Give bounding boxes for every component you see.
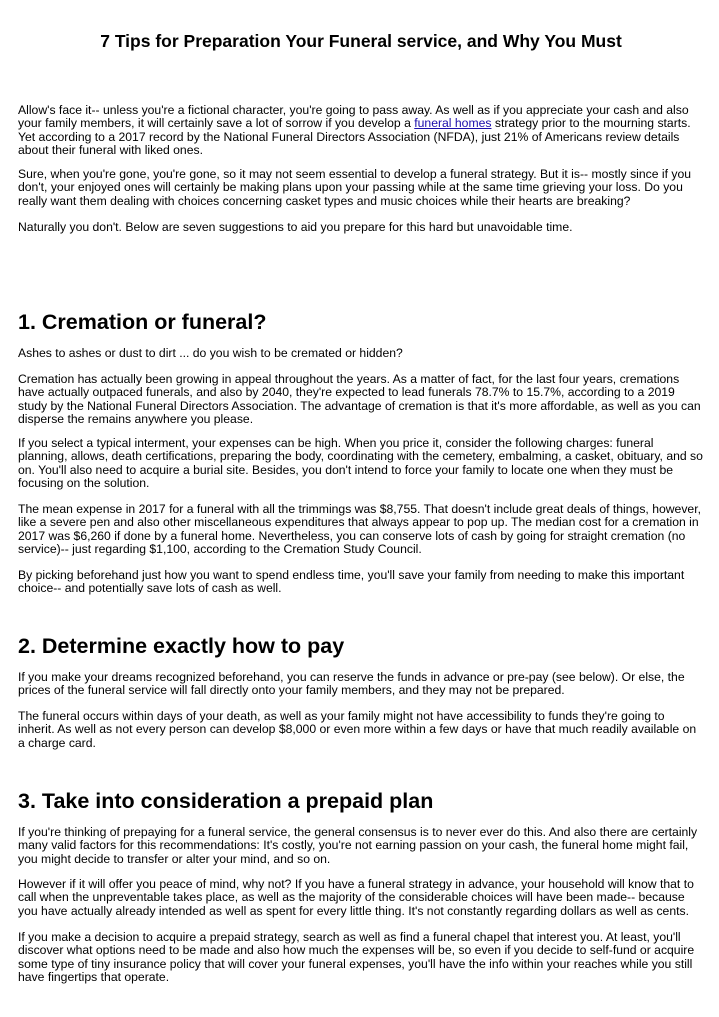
section-heading-3: 3. Take into consideration a prepaid plan [18,789,434,813]
section-1-paragraph: If you select a typical interment, your expenses can be high. When you price it, consider the following charges: funeral planning, allows, death certifications, preparing the body, coordinating with the cemetery, embalming, a casket, obituary, and so on. You'll also need to acquire a burial site. Besides, you don't intend to force your family to locate one when they must be focusing on the solution. [18,436,703,491]
intro-paragraph-1 [18,104,704,158]
section-3-paragraph: If you're thinking of prepaying for a funeral service, the general consensus is to never ever do this. And also there are certainly many valid factors for this recommendations: It's costly, you're not earning passion on your cash, the funeral home might fail, you might decide to transfer or alter your mind, and so on. [18,825,698,866]
funeral-homes-link[interactable]: funeral homes [414,116,492,131]
section-1-paragraph: Ashes to ashes or dust to dirt ... do you wish to be cremated or hidden? [18,346,403,360]
intro-text-before-link: Allow's face it-- unless you're a fictional character, you're going to pass away. As well as if you appreciate your cash and also your family members, it will certainly save a lot of sorrow if you develop a [18,103,689,131]
intro-paragraph-2: Sure, when you're gone, you're gone, so it may not seem essential to develop a funeral strategy. But it is-- mostly since if you don't, your enjoyed ones will certainly be making plans upon your passing while at the same time grieving your loss. Do you really want them dealing with choices concerning casket types and music choices while their hearts are breaking? [18,167,692,208]
section-3-paragraph: However if it will offer you peace of mind, why not? If you have a funeral strategy in advance, your household will know that to call when the unpreventable takes place, as well as the majority of the considerable choices will have been made-- because you have actually already intended as well as spent for every little thing. It's not constantly regarding dollars as well as cents. [18,877,694,918]
section-3-paragraph: If you make a decision to acquire a prepaid strategy, search as well as find a funeral chapel that interest you. At least, you'll discover what options need to be made and also how much the expenses will be, so even if you decide to self-fund or acquire some type of tiny insurance policy that will cover your funeral expenses, you'll have the info within your reaches while you still have fingertips that operate. [18,930,695,985]
section-heading-2: 2. Determine exactly how to pay [18,634,345,658]
section-heading-1: 1. Cremation or funeral? [18,310,267,334]
intro-text-after-link: strategy prior to the mourning starts. Yet according to a 2017 record by the National Funeral Directors Association (NFDA), just 21% of Americans review details about their funeral with liked ones. [18,116,691,158]
section-1-paragraph: The mean expense in 2017 for a funeral with all the trimmings was $8,755. That doesn't include great deals of things, however, like a severe pen and also other miscellaneous expenditures that always appear to pop up. The median cost for a cremation in 2017 was $6,260 if done by a funeral home. Nevertheless, you can conserve lots of cash by going for straight cremation (no service)-- just regarding $1,100, according to the Cremation Study Council. [18,502,701,557]
section-2-paragraph: The funeral occurs within days of your death, as well as your family might not have accessibility to funds they're going to inherit. As well as not every person can develop $8,000 or even more within a few days or have that much readily available on a charge card. [18,709,697,750]
page-title: 7 Tips for Preparation Your Funeral service, and Why You Must [100,31,622,51]
section-1-paragraph: Cremation has actually been growing in appeal throughout the years. As a matter of fact, for the last four years, cremations have actually outpaced funerals, and also by 2040, they're expected to lead funerals 78.7% to 15.7%, according to a 2019 study by the National Funeral Directors Association. The advantage of cremation is that it's more affordable, as well as you can disperse the remains anywhere you please. [18,372,701,427]
section-2-paragraph: If you make your dreams recognized beforehand, you can reserve the funds in advance or pre-pay (see below). Or else, the prices of the funeral service will fall directly onto your family members, and they may not be prepared. [18,670,685,698]
section-1-paragraph: By picking beforehand just how you want to spend endless time, you'll save your family from needing to make this important choice-- and potentially save lots of cash as well. [18,568,685,596]
intro-paragraph-3: Naturally you don't. Below are seven suggestions to aid you prepare for this hard but unavoidable time. [18,220,573,234]
